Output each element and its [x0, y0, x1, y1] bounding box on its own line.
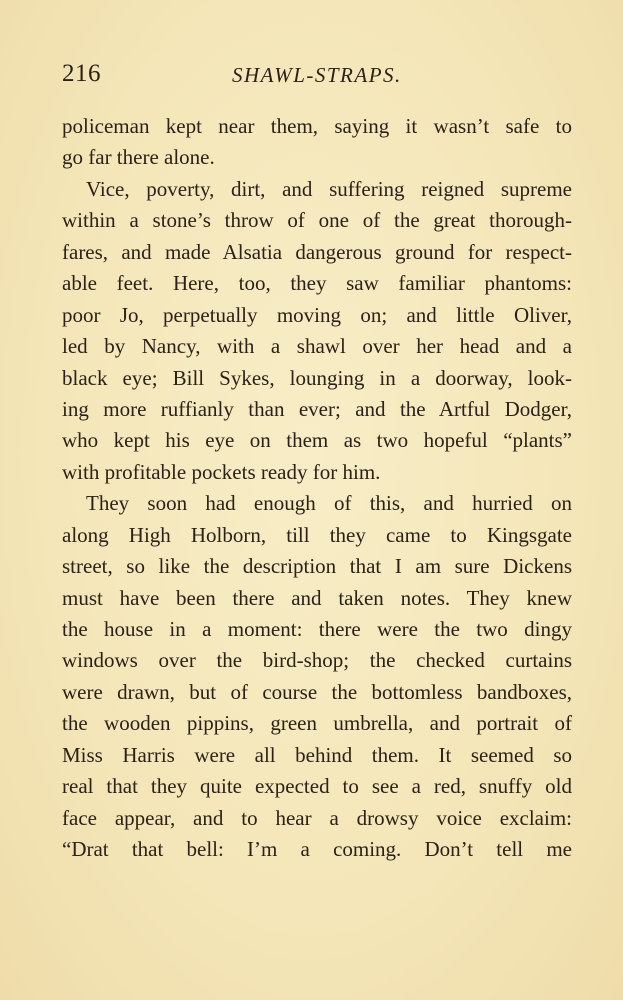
text-line: Vice, poverty, dirt, and suffering reigned supreme: [86, 176, 572, 201]
text-line: who kept his eye on them as two hopeful “plants”: [62, 428, 572, 453]
text-line: along High Holborn, till they came to Kingsgate: [62, 522, 572, 547]
text-line: poor Jo, perpetually moving on; and little Oliver,: [62, 302, 572, 327]
text-line: within a stone’s throw of one of the great thorough-: [62, 208, 572, 233]
text-line: were drawn, but of course the bottomless bandboxes,: [62, 679, 572, 704]
text-line: face appear, and to hear a drowsy voice exclaim:: [62, 805, 572, 830]
body-text: [62, 111, 572, 866]
text-line: go far there alone.: [62, 145, 215, 170]
text-line: black eye; Bill Sykes, lounging in a doorway, look-: [62, 365, 572, 390]
text-line: Miss Harris were all behind them. It seemed so: [62, 742, 572, 767]
page-header: [62, 60, 572, 94]
text-line: must have been there and taken notes. They knew: [62, 585, 572, 610]
page-number: 216: [62, 60, 101, 87]
text-line: with profitable pockets ready for him.: [62, 459, 381, 484]
text-line: fares, and made Alsatia dangerous ground for respect-: [62, 239, 572, 264]
text-line: able feet. Here, too, they saw familiar phantoms:: [62, 271, 572, 296]
text-line: the wooden pippins, green umbrella, and portrait of: [62, 711, 572, 736]
text-line: They soon had enough of this, and hurried on: [86, 491, 572, 516]
text-line: street, so like the description that I am sure Dickens: [62, 554, 572, 579]
text-line: the house in a moment: there were the two dingy: [62, 617, 572, 641]
text-line: real that they quite expected to see a red, snuffy old: [62, 774, 572, 799]
text-line: ing more ruffianly than ever; and the Artful Dodger,: [62, 396, 572, 421]
running-head: SHAWL-STRAPS.: [232, 63, 402, 87]
text-line: policeman kept near them, saying it wasn’t safe to: [62, 114, 572, 138]
text-line: windows over the bird-shop; the checked curtains: [62, 648, 572, 673]
text-line: led by Nancy, with a shawl over her head and a: [62, 334, 572, 359]
text-line: “Drat that bell: I’m a coming. Don’t tell me: [62, 837, 572, 862]
